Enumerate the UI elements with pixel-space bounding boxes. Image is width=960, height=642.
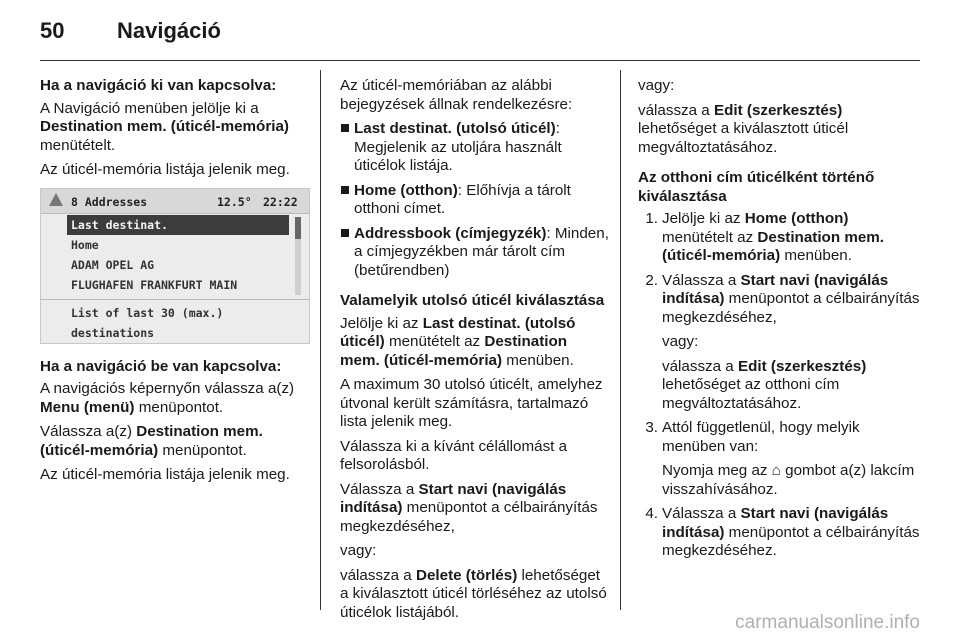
text: A Navigáció menüben jelölje ki a [40, 99, 259, 117]
screen-list-item-selected: Last destinat. [67, 215, 289, 235]
paragraph [340, 567, 610, 623]
screen-info-area [41, 299, 309, 344]
paragraph: Az úticél-memória listája jelenik meg. [40, 466, 290, 483]
text: menütételt az [384, 333, 485, 350]
screen-list-item: Home [71, 237, 99, 252]
text: : Előhívja a tárolt otthoni címet. [354, 181, 571, 217]
menu-term: Menu (menü) [40, 398, 135, 416]
section-heading-last-destination: Valamelyik utolsó úticél kiválasztása [340, 292, 605, 309]
paragraph: vagy: [662, 333, 699, 350]
text: Jelölje ki az [662, 210, 745, 227]
text: válassza a [662, 357, 738, 375]
screen-scrollbar [295, 217, 301, 295]
text: lehetőséget a kiválasztott úticél megváltoztatásához. [638, 120, 849, 156]
paragraph [40, 423, 308, 460]
text: menütételt. [40, 136, 116, 154]
step-number: 2. [645, 271, 658, 289]
text: Jelölje ki az [340, 314, 423, 332]
step-number: 3. [645, 419, 658, 436]
menu-term: Last destinat. (utolsó úticél) [354, 120, 556, 137]
numbered-step [638, 419, 920, 499]
column-3 [638, 77, 920, 567]
paragraph [662, 210, 920, 266]
text: menüben. [780, 247, 852, 264]
numbered-step [638, 505, 920, 561]
bullet-item [340, 182, 610, 219]
watermark-text: carmanualsonline.info [735, 612, 920, 633]
text: válassza a [638, 101, 714, 119]
text: Válassza a [662, 505, 741, 522]
step-number: 1. [645, 210, 658, 227]
menu-term: Delete (törlés) [415, 566, 518, 584]
bullet-square-icon [341, 229, 349, 237]
column-2 [340, 77, 610, 628]
text: A navigációs képernyőn válassza a(z) [40, 380, 295, 397]
paragraph [40, 100, 308, 156]
screen-info-line: List of last 30 (max.) [71, 305, 224, 320]
bullet-square-icon [341, 186, 349, 194]
text: lehetőséget az otthoni cím megváltoztatásához. [662, 376, 840, 412]
screen-info-line: destinations [71, 325, 155, 340]
paragraph: Az úticél-memóriában az alábbi bejegyzések állnak rendelkezésre: [340, 77, 573, 113]
paragraph: Az úticél-memória listája jelenik meg. [40, 161, 290, 178]
menu-term: Start navi (navigálás indítása) [340, 480, 567, 516]
bullet-item [340, 120, 610, 176]
page-number: 50 [40, 18, 65, 43]
screen-list-item: ADAM OPEL AG [71, 257, 155, 272]
text: : Minden, a címjegyzékben már tárolt cím (betűrendben) [354, 224, 609, 279]
text: menüpontot. [158, 441, 247, 459]
page-title: Navigáció [117, 18, 221, 43]
numbered-step [638, 210, 920, 266]
menu-term: Start navi (navigálás indítása) [662, 271, 889, 307]
paragraph [662, 272, 920, 328]
warning-triangle-icon [49, 193, 63, 206]
menu-term: Destination mem. (úticél-memória) [40, 118, 289, 135]
text: menüpontot a célbairányítás megkezdéséhez. [662, 523, 920, 559]
paragraph: Nyomja meg az ⌂ gombot a(z) lakcím visszahívásához. [662, 462, 915, 498]
screen-title: 8 Addresses [71, 194, 148, 209]
page-header [40, 14, 920, 50]
text: : Megjelenik az utoljára használt úticélok listája. [354, 120, 562, 174]
header-divider [40, 60, 920, 61]
paragraph: vagy: [638, 77, 675, 94]
navigation-screen-image [40, 188, 310, 344]
paragraph [340, 315, 610, 371]
screen-status-bar [41, 189, 309, 214]
paragraph [662, 505, 920, 561]
bullet-square-icon [341, 124, 349, 132]
column-divider-1 [320, 70, 321, 610]
text: Válassza a(z) [40, 423, 137, 440]
paragraph [340, 481, 610, 537]
text: menüpontot. [134, 398, 224, 416]
menu-term: Destination mem. (úticél-memória) [40, 423, 263, 459]
screen-address-list [67, 215, 289, 295]
menu-term: Home (otthon) [744, 210, 849, 227]
text: menütételt az [662, 228, 758, 246]
text: lehetőséget a kiválasztott úticél törléséhez az utolsó úticélok listájából. [340, 566, 607, 621]
column-divider-2 [620, 70, 621, 610]
text: Válassza a [662, 271, 741, 289]
screen-temperature: 12.5° [217, 194, 252, 209]
paragraph: Válassza ki a kívánt célállomást a felsorolásból. [340, 437, 568, 473]
column-1 [40, 77, 308, 491]
numbered-step [638, 272, 920, 414]
screen-scroll-thumb [295, 217, 301, 239]
paragraph: vagy: [340, 542, 377, 559]
menu-term: Addressbook (címjegyzék) [354, 224, 547, 242]
paragraph: Attól függetlenül, hogy melyik menüben van: [662, 419, 860, 455]
paragraph: A maximum 30 utolsó úticélt, amelyhez útvonal került számításra, tartalmazó lista jelenik meg. [340, 376, 603, 430]
paragraph [638, 102, 920, 158]
paragraph [40, 380, 308, 417]
text: válassza a [340, 566, 416, 584]
menu-term: Edit (szerkesztés) [737, 357, 867, 375]
paragraph [662, 358, 920, 414]
screen-time: 22:22 [263, 194, 298, 209]
menu-term: Destination mem. (úticél-memória) [662, 228, 884, 264]
section-heading-nav-on: Ha a navigáció be van kapcsolva: [40, 357, 282, 375]
menu-term: Destination mem. (úticél-memória) [340, 333, 568, 369]
screen-list-item: FLUGHAFEN FRANKFURT MAIN [71, 277, 238, 292]
menu-term: Home (otthon) [354, 181, 458, 199]
step-number: 4. [645, 505, 658, 522]
text: menüben. [502, 351, 574, 369]
text: Válassza a [340, 480, 419, 498]
bullet-item [340, 225, 610, 281]
menu-term: Edit (szerkesztés) [713, 101, 843, 119]
section-heading-nav-off: Ha a navigáció ki van kapcsolva: [40, 77, 277, 94]
text: menüpontot a célbairányítás megkezdéséhez, [662, 290, 920, 326]
section-heading-home-destination: Az otthoni cím úticélként történő kiválasztása [638, 169, 875, 205]
menu-term: Last destinat. (utolsó úticél) [340, 314, 576, 350]
menu-term: Start navi (navigálás indítása) [662, 505, 889, 541]
text: menüpontot a célbairányítás megkezdéséhez, [340, 499, 598, 535]
